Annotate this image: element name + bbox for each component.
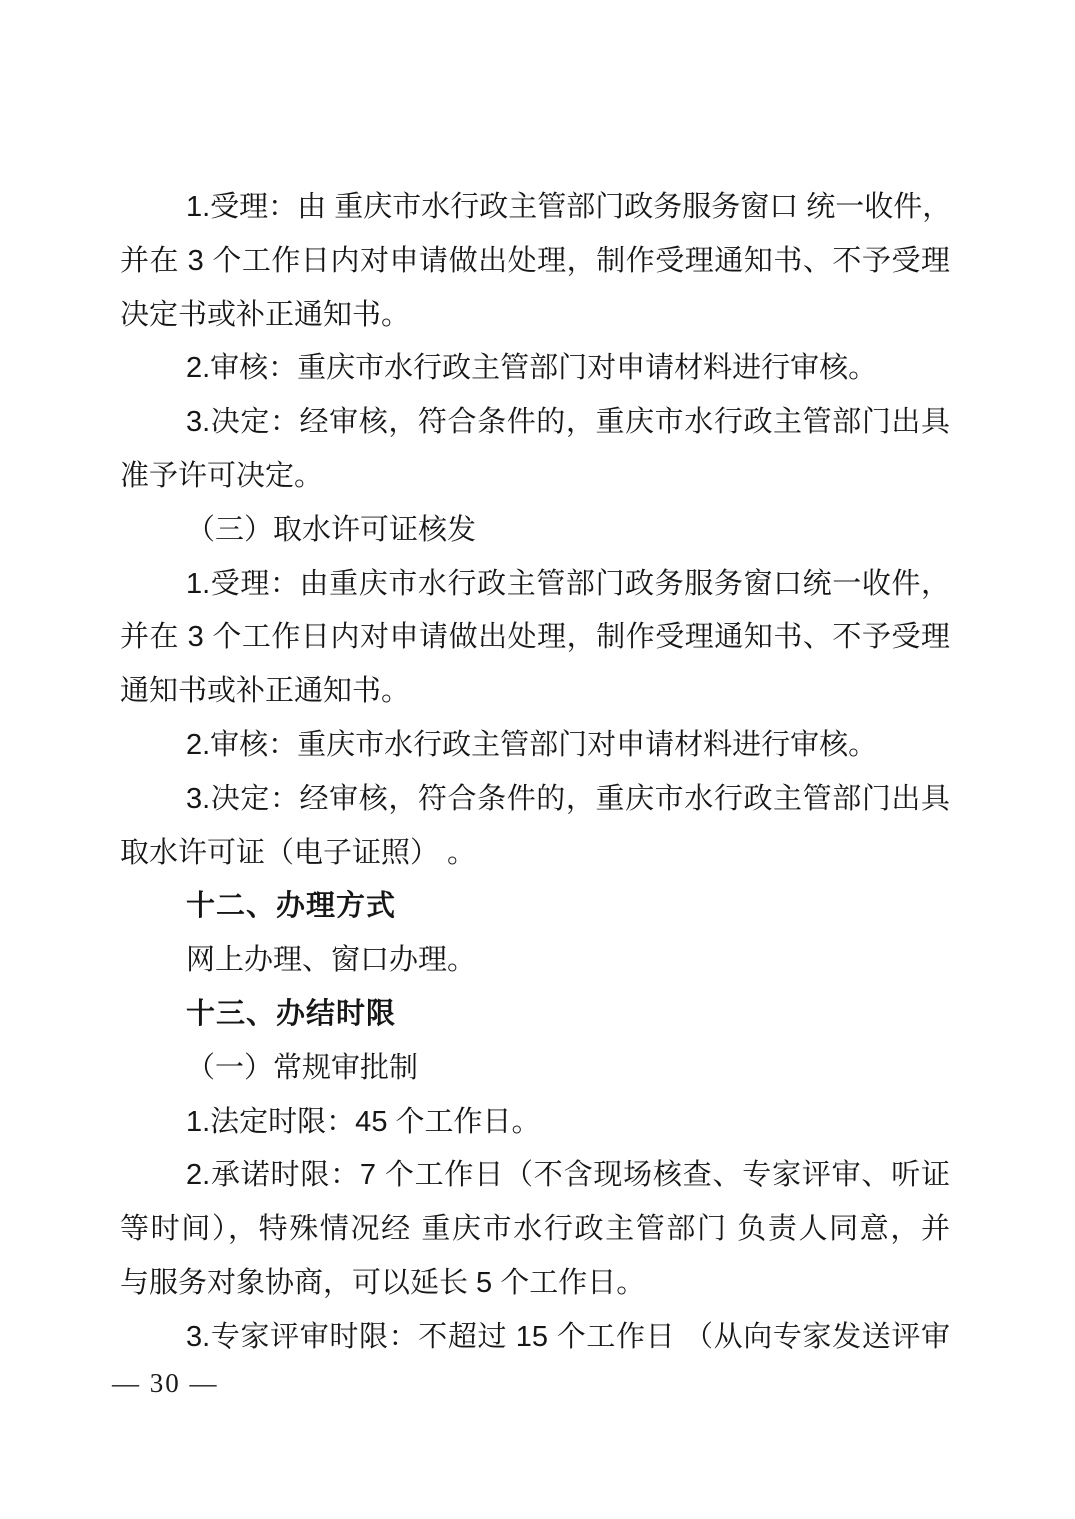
paragraph-line: 3.决定：经审核，符合条件的，重庆市水行政主管部门出具 bbox=[186, 782, 950, 815]
paragraph-line: 网上办理、窗口办理。 bbox=[186, 944, 477, 977]
paragraph-line: 1.受理：由 重庆市水行政主管部门政务服务窗口 统一收件， bbox=[186, 191, 952, 223]
subsection-heading: （一）常规审批制 bbox=[186, 1051, 419, 1084]
paragraph-line: 与服务对象协商，可以延长 5 个工作日。 bbox=[120, 1266, 646, 1299]
paragraph-line: 2.承诺时限：7 个工作日（不含现场核查、专家评审、听证 bbox=[186, 1159, 950, 1192]
paragraph-line: 并在 3 个工作日内对申请做出处理，制作受理通知书、不予受理 bbox=[120, 244, 950, 277]
paragraph-line: 3.专家评审时限：不超过 15 个工作日 （从向专家发送评审 bbox=[186, 1320, 950, 1353]
paragraph-line: 准予许可决定。 bbox=[120, 459, 324, 492]
subsection-heading: （三）取水许可证核发 bbox=[186, 513, 477, 546]
paragraph-line: 并在 3 个工作日内对申请做出处理，制作受理通知书、不予受理 bbox=[120, 621, 950, 654]
paragraph-line: 1.法定时限：45 个工作日。 bbox=[186, 1105, 541, 1138]
paragraph-line: 通知书或补正通知书。 bbox=[120, 675, 411, 708]
paragraph-line: 决定书或补正通知书。 bbox=[120, 298, 411, 331]
page-number: — 30 — bbox=[112, 1368, 219, 1398]
document-body bbox=[120, 181, 950, 1365]
paragraph-line: 1.受理：由重庆市水行政主管部门政务服务窗口统一收件， bbox=[186, 567, 950, 600]
paragraph-line: 3.决定：经审核，符合条件的，重庆市水行政主管部门出具 bbox=[186, 406, 950, 439]
section-heading: 十二、办理方式 bbox=[186, 890, 397, 923]
paragraph-line: 等时间），特殊情况经 重庆市水行政主管部门 负责人同意，并 bbox=[120, 1213, 950, 1246]
paragraph-line: 2.审核：重庆市水行政主管部门对申请材料进行审核。 bbox=[186, 728, 878, 761]
paragraph-line: 2.审核：重庆市水行政主管部门对申请材料进行审核。 bbox=[186, 352, 878, 385]
section-heading: 十三、办结时限 bbox=[186, 997, 397, 1030]
paragraph-line: 取水许可证（电子证照） 。 bbox=[120, 836, 477, 869]
